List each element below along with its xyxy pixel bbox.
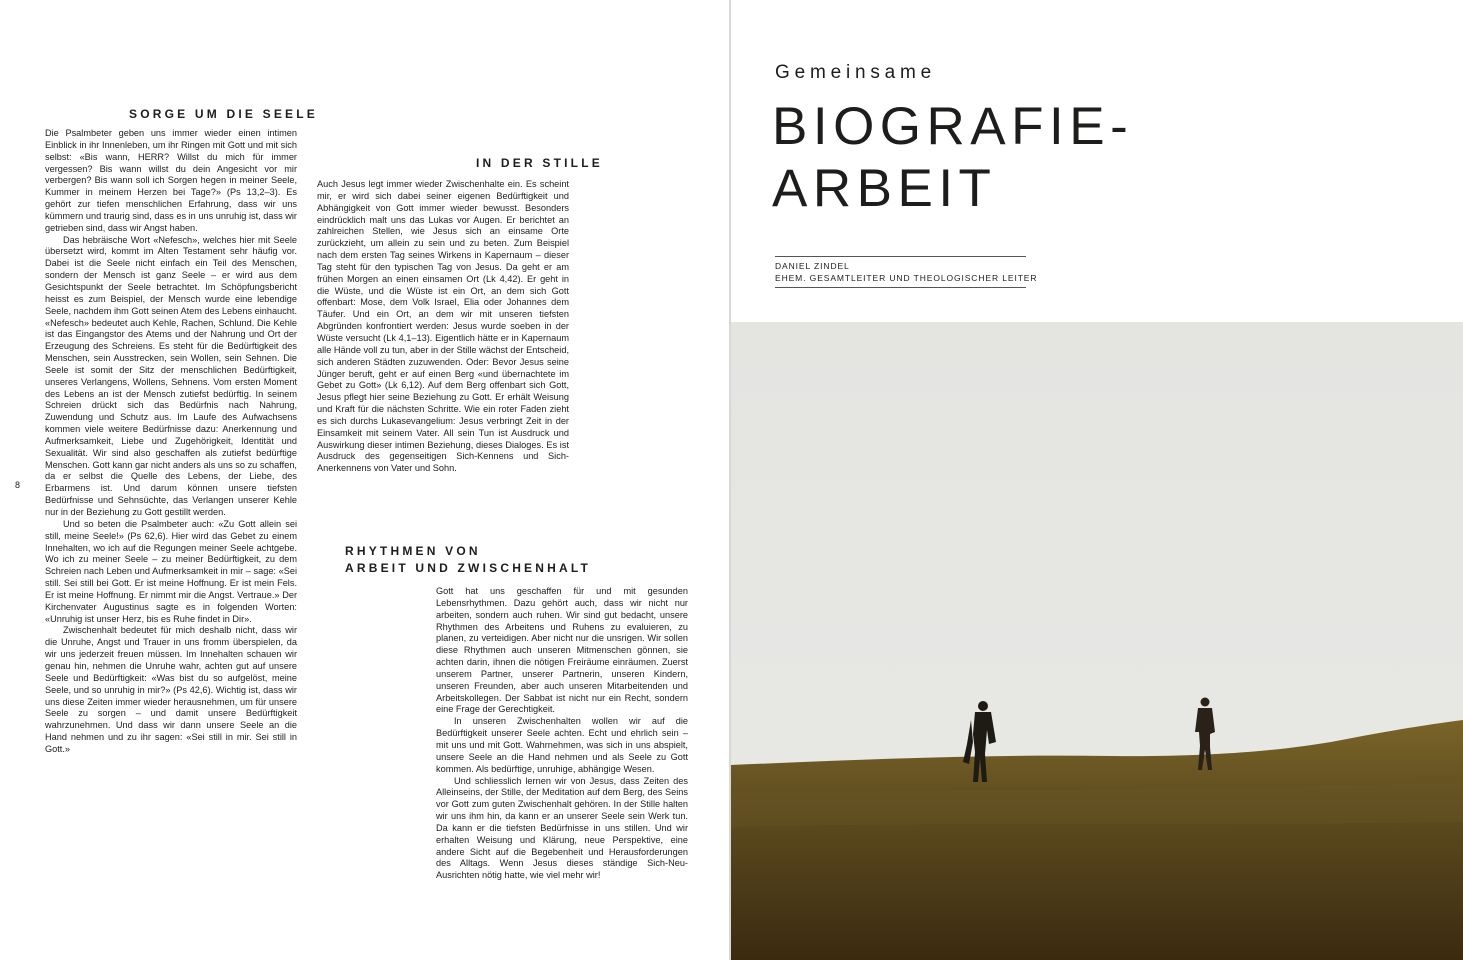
paragraph: Zwischenhalt bedeutet für mich deshalb nicht, dass wir die Unruhe, Angst und Trauer in uns fromm überspielen, da wir uns jederzeit freuen müssen. Im Innehalten schauen wir genau hin, nehmen die Unruhe wahr, achten gut auf unsere Seele und Bedürftigkeit: «Was bist du so aufgelöst, meine Seele, und so unruhig in mir?» (Ps 42,6). Wichtig ist, dass wir uns diese Zeiten immer wieder herausnehmen, um für unsere Seele zu sorgen – und damit unsere Bedürftigkeit wahrzunehmen. Und dass wir dann unsere Seele an die Hand nehmen und zu ihr sagen: «Sei still in mir. Sei still in Gott.» [45, 625, 297, 754]
column-stille [317, 179, 569, 475]
divider-top [775, 256, 1026, 257]
heading-line: ARBEIT UND ZWISCHENHALT [345, 561, 592, 575]
heading-sorge-um-die-seele: SORGE UM DIE SEELE [129, 107, 318, 121]
paragraph: Und so beten die Psalmbeter auch: «Zu Gott allein sei still, meine Seele!» (Ps 62,6). Hier wird das Gebet zu einem Innehalten, wo ich auf die Regungen meiner Seele achtgebe. Wo ich zu meiner Seele – zu meiner Bedürftigkeit, zu dem Schreien nach Leben und Aufmerksamkeit in mir – sage: «Sei still. Sei still bei Gott. Er ist meine Hoffnung. Er ist mein Fels. Er ist meine Hoffnung. Er nimmt mir die Angst. Vertraue.» Der Kirchenvater Augustinus sagte es in folgenden Worten: «Unruhig ist unser Herz, bis es Ruhe findet in Dir». [45, 518, 297, 624]
photo-graphic [731, 322, 1463, 960]
left-page [0, 0, 729, 960]
heading-line: RHYTHMEN VON [345, 544, 481, 558]
title-kicker: Gemeinsame [775, 62, 936, 83]
title-line: ARBEIT [772, 159, 997, 218]
paragraph: Auch Jesus legt immer wieder Zwischenhalte ein. Es scheint mir, er wird sich dabei seiner eigenen Bedürftigkeit und Abhängigkeit von Gott immer wieder bewusst. Besonders eindrücklich malt uns das Lukas vor Augen. Er berichtet an zahlreichen Stellen, wie Jesus sich an einsame Orte zurückzieht, um allein zu sein und zu beten. Zum Beispiel nach dem ersten Tag seines Wirkens in Kapernaum – dieser Tag steht für den typischen Tag von Jesus. Da geht er am frühen Morgen an einen einsamen Ort (Lk 4,42). Er geht in die Wüste, und die Wüste ist ein Ort, an dem sich Gott offenbart: Mose, dem Volk Israel, Elia oder Johannes dem Täufer. Und ein Ort, an dem wir mit unseren tiefsten Abgründen konfrontiert werden: Jesus wurde soeben in der Wüste versucht (Lk 4,1–13). Eigentlich hätte er in Kapernaum alle Hände voll zu tun, aber in der Stille wächst der Entscheid, sich anderen Städten zuzuwenden. Oder: Bevor Jesus seine Jünger beruft, geht er auf einen Berg «und übernachtete im Gebet zu Gott» (Lk 6,12). Auf dem Berg offenbart sich Gott, Jesus pflegt hier seine Beziehung zu Gott. Er erhält Weisung und Kraft für die nächsten Schritte. Wie ein roter Faden zieht es sich durchs Lukasevangelium: Jesus verbringt Zeit in der Einsamkeit mit seinem Vater. All sein Tun ist Ausdruck und Auswirkung dieser intimen Beziehung, dieses Dialoges. Es ist Ausdruck des gegenseitigen Sich-Kennens und Sich-Anerkennens von Vater und Sohn. [317, 179, 569, 474]
column-rhythmen [436, 586, 688, 882]
title-line: BIOGRAFIE- [772, 97, 1134, 156]
paragraph: Das hebräische Wort «Nefesch», welches hier mit Seele übersetzt wird, kommt im Alten Testament sehr häufig vor. Dabei ist die Seele nicht einfach ein Teil des Menschen, sondern der Mensch ist ganz Seele – er wird aus dem Gesichtspunkt der Seele betrachtet. Im Schöpfungsbericht heisst es zum Beispiel, der Mensch wurde eine lebendige Seele, nachdem ihm Gott seinen Atem des Lebens einhaucht. «Nefesch» bedeutet auch Kehle, Rachen, Schlund. Die Kehle ist das Eingangstor des Atems und der Nahrung und Ort der Erzeugung des Schreiens. Es steht für die Bedürftigkeit des Menschen, sein Ausstrecken, sein Wollen, sein Sehnen. Die Seele ist somit der Sitz der menschlichen Bedürftigkeit, unseres Verlangens, Wollens, Sehnens. Vom ersten Moment des Lebens an ist der Mensch zutiefst bedürftig. In seinem Schreien drückt sich das Bedürfnis nach Nahrung, Zuwendung und Schutz aus. Im Laufe des Aufwachsens kommen viele weitere Bedürfnisse dazu: Anerkennung und Aufmerksamkeit, Liebe und Zugehörigkeit, Identität und Sexualität. Wir sind also geschaffen als zutiefst bedürftige Menschen. Gott kann gar nicht anders als uns so zu schaffen, da er selbst die Quelle des Lebens, der Liebe, des Erbarmens ist. Und darum können unsere tiefsten Bedürfnisse und Sehnsüchte, das Verlangen unserer Kehle nur in der Beziehung zu Gott gestillt werden. [45, 234, 297, 517]
heading-in-der-stille: IN DER STILLE [476, 156, 603, 170]
divider-bottom [775, 287, 1026, 288]
landscape-photo [731, 322, 1463, 960]
main-title [772, 96, 1133, 220]
column-seele [45, 128, 297, 756]
page-number: 8 [15, 480, 21, 490]
heading-rhythmen [345, 543, 591, 577]
paragraph: Die Psalmbeter geben uns immer wieder einen intimen Einblick in ihr Innenleben, um ihr Ringen mit Gott und mit sich selbst: «Bis wann, HERR? Willst du mich für immer vergessen? Bis wann willst du dein Angesicht vor mir verbergen? Bis wann soll ich Sorgen hegen in meiner Seele, Kummer in meinem Herzen bei Tage?» (Ps 13,2–3). Es gehört zur tiefen menschlichen Erfahrung, dass wir uns kümmern und traurig sind, dass es in uns unruhig ist, dass wir getrieben sind, dass wir Angst haben. [45, 128, 297, 233]
author-name: DANIEL ZINDEL [775, 261, 850, 271]
paragraph: In unseren Zwischenhalten wollen wir auf die Bedürftigkeit unserer Seele achten. Echt und ehrlich sein – mit uns und mit Gott. Wahrnehmen, was sich in uns abspielt, unsere Seele an die Hand nehmen und als Seele zu Gott kommen. Als bedürftige, unruhige, abhängige Wesen. [436, 716, 688, 774]
right-page [731, 0, 1463, 960]
paragraph: Und schliesslich lernen wir von Jesus, dass Zeiten des Alleinseins, der Stille, der Meditation auf dem Berg, des Seins vor Gott zum guten Zwischenhalt gehören. In der Stille halten wir uns ihm hin, da kann er an unserer Seele sein Werk tun. Da kann er die tiefsten Bedürfnisse in uns stillen. Und wir erhalten Weisung und Klärung, neue Perspektive, eine andere Sicht auf die Begebenheit und Herausforderungen des Alltags. Wenn Jesus dieses ständige Sich-Neu-Ausrichten nötig hatte, wie viel mehr wir! [436, 775, 688, 881]
author-role: EHEM. GESAMTLEITER UND THEOLOGISCHER LEITER [775, 273, 1038, 283]
paragraph: Gott hat uns geschaffen für und mit gesunden Lebensrhythmen. Dazu gehört auch, dass wir nicht nur arbeiten, sondern auch ruhen. Wir sind gut bedacht, unsere Rhythmen des Arbeitens und Ruhens zu evaluieren, zu planen, zu verteidigen. Aber nicht nur die unsrigen. Wir sollen diese Rhythmen auch unseren Mitmenschen gönnen, sie achten darin, ihnen die nötigen Freiräume einräumen. Zuerst unserem Partner, unserer Partnerin, unseren Kindern, unseren Freunden, aber auch unseren Mitarbeitenden und Arbeitskollegen. Der Sabbat ist nicht nur ein Recht, sondern eine Frage der Gerechtigkeit. [436, 586, 688, 715]
